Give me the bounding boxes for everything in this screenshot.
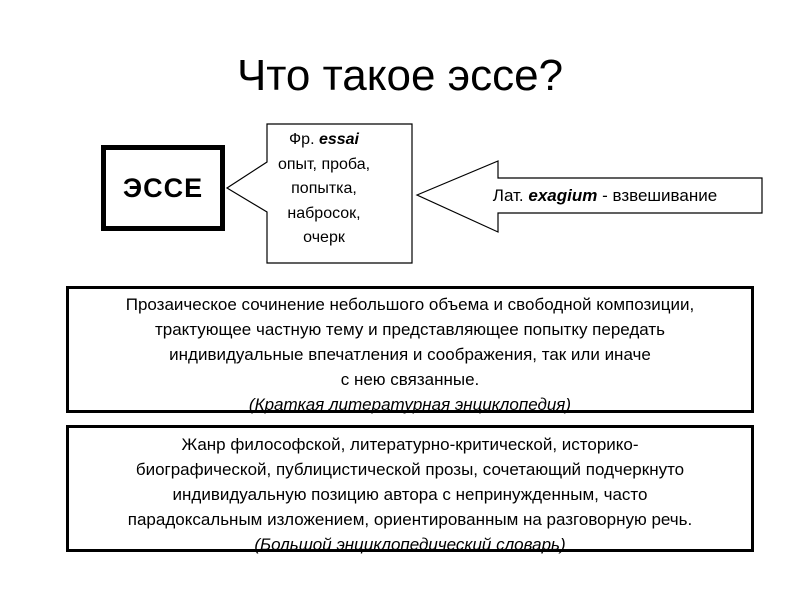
arrow-suffix: - взвешивание <box>597 186 718 205</box>
definition-source: (Большой энциклопедический словарь) <box>254 535 566 554</box>
arrow-term: exagium <box>528 186 598 205</box>
callout-line: очерк <box>303 229 345 246</box>
definition-box-literary <box>66 286 754 413</box>
arrow-prefix: Лат. <box>492 186 529 205</box>
callout-first-line <box>246 128 402 153</box>
essay-box-label: ЭССЕ <box>122 172 204 203</box>
callout-prefix: Фр. <box>289 131 319 148</box>
callout-text <box>246 128 402 251</box>
callout-term: essai <box>318 131 359 148</box>
definition-line: парадоксальным изложением, ориентированным на разговорную речь. <box>127 510 693 529</box>
slide-title: Что такое эссе? <box>236 51 564 100</box>
definition-line: индивидуальные впечатления и соображения, так или иначе <box>169 345 651 364</box>
arrow-text <box>452 183 758 209</box>
callout-line: набросок, <box>287 204 361 222</box>
definition-box-encyclopedic <box>66 425 754 552</box>
definition-line: Жанр философской, литературно-критической, историко- <box>181 435 639 454</box>
definition-line: индивидуальную позицию автора с непринужденным, часто <box>172 485 648 504</box>
essay-box <box>101 145 225 231</box>
definition-source: (Краткая литературная энциклопедия) <box>248 395 572 414</box>
definition-line: трактующее частную тему и представляющее попытку передать <box>154 320 666 339</box>
definition-line: Прозаическое сочинение небольшого объема и свободной композиции, <box>125 295 695 314</box>
definition-line: биографической, публицистической прозы, сочетающий подчеркнуто <box>135 460 685 479</box>
callout-line: попытка, <box>291 180 357 197</box>
definition-line: с нею связанные. <box>340 370 480 389</box>
callout-line: опыт, проба, <box>277 155 371 173</box>
